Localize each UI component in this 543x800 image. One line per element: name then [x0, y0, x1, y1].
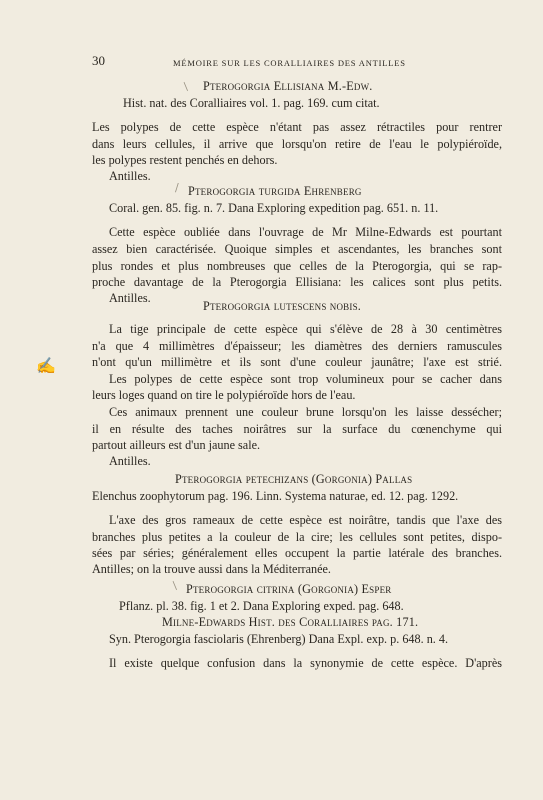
citation-line: Milne-Edwards Hist. des Coralliaires pag. 171. — [162, 615, 419, 629]
species-heading: Pterogorgia turgida Ehrenberg — [188, 184, 362, 198]
species-heading: Pterogorgia citrina (Gorgonia) Esper — [186, 582, 392, 596]
body-line: L'axe des gros rameaux de cette espèce est noirâtre, tandis que l'axe des — [109, 513, 502, 527]
body-line: sées par séries; généralement elles occupent la partie latérale des branches. — [92, 546, 502, 560]
pencil-tick-mark: / — [169, 579, 181, 592]
body-line: Les polypes de cette espèce sont trop volumineux pour se cacher dans — [109, 372, 502, 386]
citation-line: Pflanz. pl. 38. fig. 1 et 2. Dana Exploring exped. pag. 648. — [119, 599, 404, 613]
body-line: il en résulte des taches noirâtres sur la surface du cœnenchyme qui — [92, 422, 502, 436]
body-line: assez bien caractérisée. Quoique simples et ascendantes, les branches sont — [92, 242, 502, 256]
body-line: Les polypes de cette espèce n'étant pas assez rétractiles pour rentrer — [92, 120, 502, 134]
locality-line: Antilles. — [109, 454, 151, 468]
body-line: plus rondes et plus nombreuses que celles de la Pterogorgia, qui se rap- — [92, 259, 502, 273]
citation-line: Coral. gen. 85. fig. n. 7. Dana Exploring expedition pag. 651. n. 11. — [109, 201, 439, 215]
citation-line: Elenchus zoophytorum pag. 196. Linn. Systema naturae, ed. 12. pag. 1292. — [92, 489, 459, 503]
species-heading: Pterogorgia petechizans (Gorgonia) Pallas — [175, 472, 413, 486]
body-line: partout ailleurs est d'un jaune sale. — [92, 438, 261, 452]
body-line: n'a que 4 millimètres d'épaisseur; les diamètres des derniers ramuscules — [92, 339, 502, 353]
body-line: branches plus petites a la couleur de la cire; les cellules sont petites, dispo- — [92, 530, 502, 544]
pencil-tick-mark: / — [180, 80, 192, 93]
body-line: Cette espèce oubliée dans l'ouvrage de Mr Milne-Edwards est pourtant — [109, 225, 502, 239]
page-number: 30 — [92, 53, 105, 68]
citation-line: Hist. nat. des Coralliaires vol. 1. pag. 169. cum citat. — [123, 96, 380, 110]
margin-ink-mark: ✍ — [36, 356, 56, 375]
body-line: les polypes restent penchés en dehors. — [92, 153, 278, 167]
body-line: leurs loges quand on tire le polypiéroïde hors de l'eau. — [92, 388, 356, 402]
body-line: Ces animaux prennent une couleur brune lorsqu'on les laisse dessécher; — [109, 405, 502, 419]
body-line: proche davantage de la Pterogorgia Ellisiana: les calices sont plus petits. — [92, 275, 502, 289]
pencil-tick-mark: / — [175, 181, 179, 194]
running-title: MÉMOIRE SUR LES CORALLIAIRES DES ANTILLES — [173, 58, 406, 68]
synonym-line: Syn. Pterogorgia fasciolaris (Ehrenberg) Dana Expl. exp. p. 648. n. 4. — [109, 632, 449, 646]
body-line: Il existe quelque confusion dans la synonymie de cette espèce. D'après — [109, 656, 502, 670]
body-line: dans leurs cellules, il arrive que lorsqu'on retire de l'eau le polypiéroïde, — [92, 137, 502, 151]
locality-line: Antilles. — [109, 169, 151, 183]
body-line: n'ont qu'un millimètre et ils sont d'une couleur jaunâtre; l'axe est strié. — [92, 355, 502, 369]
body-line: Antilles; on la trouve aussi dans la Méditerranée. — [92, 562, 331, 576]
locality-line: Antilles. — [109, 291, 151, 305]
species-heading: Pterogorgia lutescens nobis. — [203, 299, 362, 313]
body-line: La tige principale de cette espèce qui s'élève de 28 à 30 centimètres — [109, 322, 502, 336]
species-heading: Pterogorgia Ellisiana M.-Edw. — [203, 79, 373, 93]
